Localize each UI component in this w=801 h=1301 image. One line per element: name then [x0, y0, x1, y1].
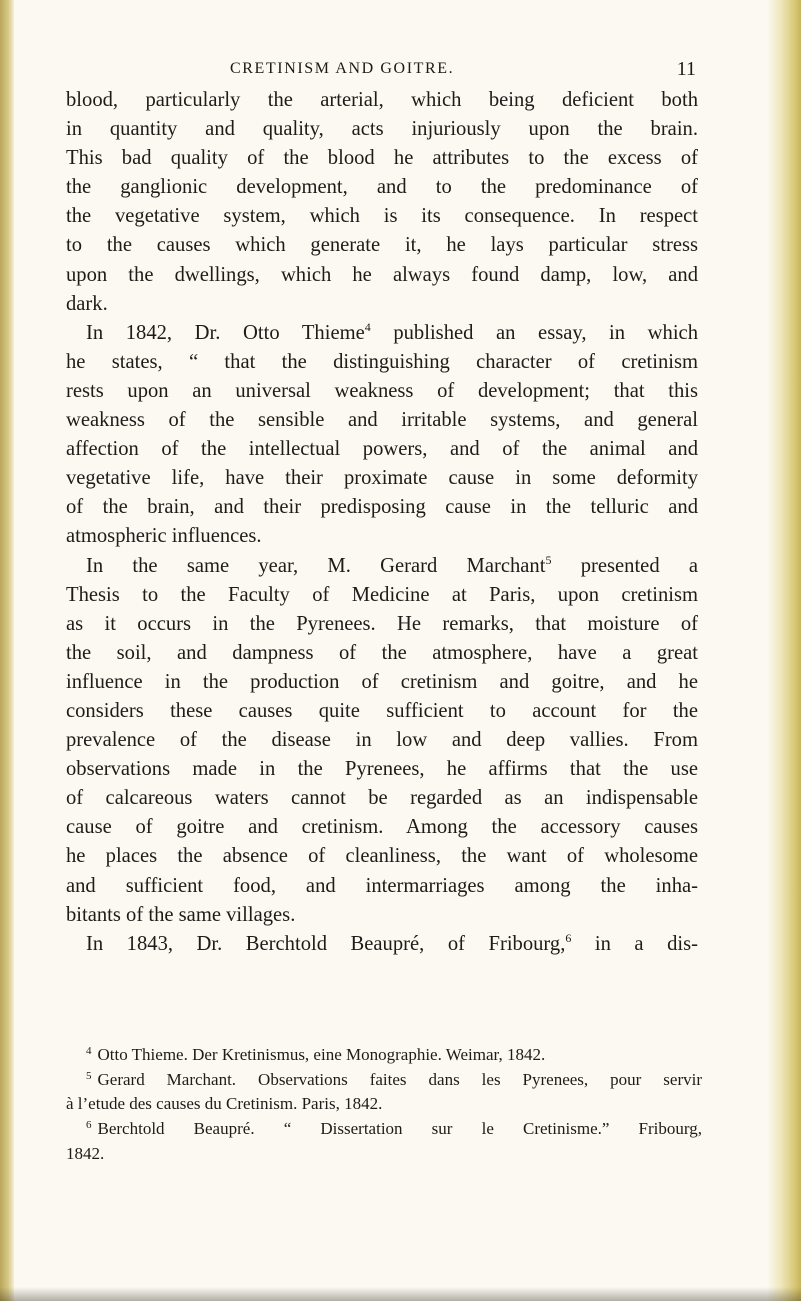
text-segment: published an essay, in which — [370, 321, 698, 344]
text-segment: In the same year, M. Gerard Marchant — [86, 554, 546, 577]
text-line: and sufficient food, and intermarriages among the inha- — [66, 874, 698, 897]
page-bottom-shadow — [0, 1287, 801, 1301]
footnotes — [66, 1043, 702, 1167]
footnote-text: Berchtold Beaupré. “ Dissertation sur le Cretinisme.” Fribourg, — [97, 1119, 702, 1139]
footnote-line: à l’etude des causes du Cretinism. Paris, 1842. — [66, 1094, 383, 1114]
text-line: the vegetative system, which is its consequence. In respect — [66, 205, 698, 228]
text-segment: In 1843, Dr. Berchtold Beaupré, of Fribourg, — [86, 932, 566, 955]
paragraph-2 — [66, 319, 698, 552]
footnote-reference: 5 — [545, 552, 552, 567]
text-line: the soil, and dampness of the atmosphere, have a great — [66, 641, 698, 664]
paragraph-1 — [66, 86, 698, 319]
footnote-text: Gerard Marchant. Observations faites dans les Pyrenees, pour servir — [97, 1069, 702, 1089]
text-line: affection of the intellectual powers, and of the animal and — [66, 438, 698, 461]
text-line: vegetative life, have their proximate cause in some deformity — [66, 467, 698, 490]
text-line — [66, 552, 698, 581]
body-text — [66, 86, 698, 959]
page-number: 11 — [676, 58, 696, 80]
text-line: rests upon an universal weakness of development; that this — [66, 379, 698, 402]
text-line: influence in the production of cretinism and goitre, and he — [66, 670, 698, 693]
text-line: observations made in the Pyrenees, he affirms that the use — [66, 758, 698, 781]
running-title: CRETINISM AND GOITRE. — [230, 60, 455, 77]
text-line: of calcareous waters cannot be regarded as an indispensable — [66, 787, 698, 810]
text-segment: presented a — [551, 554, 699, 577]
running-head — [66, 58, 696, 82]
text-line: dark. — [66, 292, 108, 315]
paragraph-4 — [66, 930, 698, 959]
text-line: blood, particularly the arterial, which being deficient both — [66, 89, 698, 111]
footnote-mark: 4 — [86, 1045, 92, 1057]
footnote-5 — [66, 1068, 702, 1117]
text-line: bitants of the same villages. — [66, 903, 296, 926]
text-line: cause of goitre and cretinism. Among the accessory causes — [66, 816, 698, 839]
footnote-4 — [66, 1043, 702, 1068]
text-line: considers these causes quite sufficient to account for the — [66, 699, 698, 722]
text-line: as it occurs in the Pyrenees. He remarks, that moisture of — [66, 612, 698, 635]
footnote-line — [66, 1117, 702, 1142]
text-line: he states, “ that the distinguishing character of cretinism — [66, 350, 698, 373]
text-line: atmospheric influences. — [66, 525, 262, 548]
text-segment: in a dis- — [571, 932, 698, 955]
footnote-6 — [66, 1117, 702, 1166]
footnote-line: 1842. — [66, 1143, 105, 1163]
footnote-line — [66, 1068, 702, 1093]
text-line: to the causes which generate it, he lays particular stress — [66, 234, 698, 257]
footnote-mark: 6 — [86, 1119, 92, 1132]
page-edge-right — [767, 0, 801, 1301]
paragraph-3 — [66, 552, 698, 930]
text-line: weakness of the sensible and irritable systems, and general — [66, 409, 698, 432]
page-gutter-left — [0, 0, 14, 1301]
footnote-text: Otto Thieme. Der Kretinismus, eine Monographie. Weimar, 1842. — [97, 1045, 546, 1064]
footnote-reference: 6 — [565, 930, 572, 945]
text-line — [66, 319, 698, 348]
footnote-line — [66, 1043, 702, 1068]
text-line: of the brain, and their predisposing cause in the telluric and — [66, 496, 698, 519]
text-line: he places the absence of cleanliness, the want of wholesome — [66, 845, 698, 868]
footnote-mark: 5 — [86, 1069, 92, 1082]
text-line — [66, 930, 698, 959]
text-line: This bad quality of the blood he attributes to the excess of — [66, 147, 698, 170]
text-line: Thesis to the Faculty of Medicine at Paris, upon cretinism — [66, 583, 698, 606]
footnote-reference: 4 — [364, 319, 371, 334]
text-line: the ganglionic development, and to the predominance of — [66, 176, 698, 199]
text-segment: In 1842, Dr. Otto Thieme — [86, 321, 365, 344]
text-line: prevalence of the disease in low and deep vallies. From — [66, 729, 698, 752]
text-line: in quantity and quality, acts injuriously upon the brain. — [66, 118, 698, 141]
text-line: upon the dwellings, which he always found damp, low, and — [66, 263, 698, 286]
